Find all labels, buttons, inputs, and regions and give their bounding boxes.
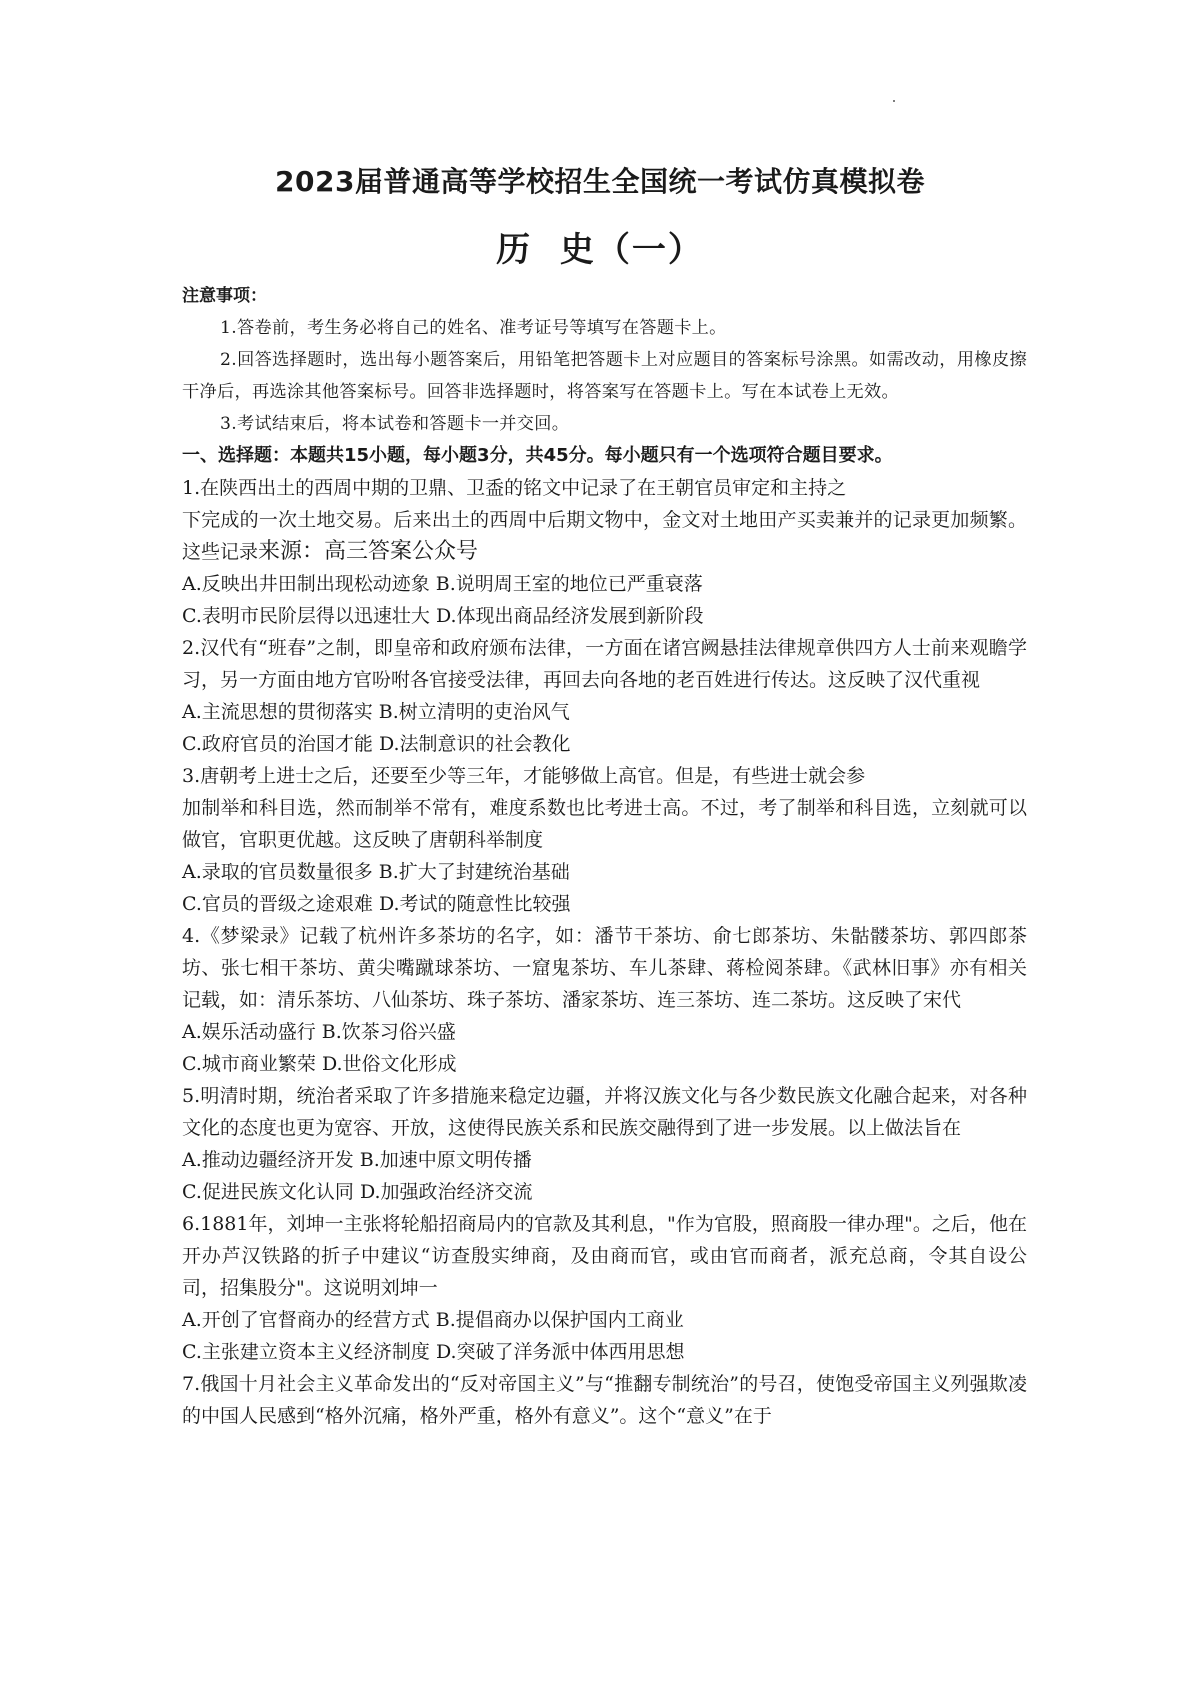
question-stem: 6.1881年，刘坤一主张将轮船招商局内的官款及其利息，"作为官股，照商股一律办理"。之后，他在开办芦汉铁路的折子中建议“访查殷实绅商，及由商而官，或由官而商者，派充总商，令其自设公司，招集股分"。这说明刘坤一 xyxy=(182,1213,1027,1299)
options-line-1: A.反映出井田制出现松动迹象 B.说明周王室的地位已严重衰落 xyxy=(182,573,703,595)
question-3 xyxy=(182,760,1027,920)
question-4 xyxy=(182,920,1027,1080)
options-line-1: A.推动边疆经济开发 B.加速中原文明传播 xyxy=(182,1149,532,1171)
question-2 xyxy=(182,632,1027,760)
exam-content xyxy=(182,280,1027,1432)
notice-item-2: 2.回答选择题时，选出每小题答案后，用铅笔把答题卡上对应题目的答案标号涂黑。如需改动，用橡皮擦干净后，再选涂其他答案标号。回答非选择题时，将答案写在答题卡上。写在本试卷上无效。 xyxy=(182,350,1027,402)
question-stem-line: 1.在陕西出土的西周中期的卫鼎、卫盉的铭文中记录了在王朝官员审定和主持之 xyxy=(182,477,847,499)
question-1 xyxy=(182,472,1027,632)
question-stem: 5.明清时期，统治者采取了许多措施来稳定边疆，并将汉族文化与各少数民族文化融合起来，对各种文化的态度也更为宽容、开放，这使得民族关系和民族交融得到了进一步发展。以上做法旨在 xyxy=(182,1085,1027,1139)
subject-title: 历 史（一） xyxy=(496,230,704,270)
options-line-2: C.主张建立资本主义经济制度 D.突破了洋务派中体西用思想 xyxy=(182,1341,685,1363)
source-note: 来源：高三答案公众号 xyxy=(258,539,479,564)
notice-heading: 注意事项： xyxy=(182,286,267,306)
notice-item-3: 3.考试结束后，将本试卷和答题卡一并交回。 xyxy=(220,414,570,434)
question-stem: 7.俄国十月社会主义革命发出的“反对帝国主义”与“推翻专制统治”的号召，使饱受帝国主义列强欺凌的中国人民感到“格外沉痛，格外严重，格外有意义”。这个“意义”在于 xyxy=(182,1373,1027,1427)
options-line-2: C.官员的晋级之途艰难 D.考试的随意性比较强 xyxy=(182,893,571,915)
question-6 xyxy=(182,1208,1027,1368)
options-line-2: C.城市商业繁荣 D.世俗文化形成 xyxy=(182,1053,457,1075)
question-stem-line: 3.唐朝考上进士之后，还要至少等三年，才能够做上高官。但是，有些进士就会参 xyxy=(182,765,866,787)
question-stem xyxy=(182,504,1027,568)
scan-speck xyxy=(893,100,895,102)
question-5 xyxy=(182,1080,1027,1208)
question-7 xyxy=(182,1368,1027,1432)
options-line-1: A.娱乐活动盛行 B.饮茶习俗兴盛 xyxy=(182,1021,456,1043)
question-stem: 4.《梦梁录》记载了杭州许多茶坊的名字，如：潘节干茶坊、俞七郎茶坊、朱骷髅茶坊、郭四郎茶坊、张七相干茶坊、黄尖嘴蹴球茶坊、一窟鬼茶坊、车儿茶肆、蒋检阅茶肆。《武林旧事》亦有相关记载，如：清乐茶坊、八仙茶坊、珠子茶坊、潘家茶坊、连三茶坊、连二茶坊。这反映了宋代 xyxy=(182,925,1027,1011)
options-line-1: A.开创了官督商办的经营方式 B.提倡商办以保护国内工商业 xyxy=(182,1309,684,1331)
exam-title: 2023届普通高等学校招生全国统一考试仿真模拟卷 xyxy=(275,165,925,198)
question-stem: 2.汉代有“班春”之制，即皇帝和政府颁布法律，一方面在诸宫阙悬挂法律规章供四方人士前来观瞻学习，另一方面由地方官吩咐各官接受法律，再回去向各地的老百姓进行传达。这反映了汉代重视 xyxy=(182,637,1027,691)
options-line-2: C.政府官员的治国才能 D.法制意识的社会教化 xyxy=(182,733,571,755)
question-stem-rest: 下完成的一次土地交易。后来出土的西周中后期文物中，金文对土地田产买卖兼并的记录更加频繁。这些记录 xyxy=(182,509,1027,563)
options-line-1: A.录取的官员数量很多 B.扩大了封建统治基础 xyxy=(182,861,570,883)
question-stem-rest: 加制举和科目选，然而制举不常有，难度系数也比考进士高。不过，考了制举和科目选，立刻就可以做官，官职更优越。这反映了唐朝科举制度 xyxy=(182,797,1027,851)
notice-item-1: 1.答卷前，考生务必将自己的姓名、准考证号等填写在答题卡上。 xyxy=(220,318,727,338)
options-line-1: A.主流思想的贯彻落实 B.树立清明的吏治风气 xyxy=(182,701,570,723)
options-line-2: C.表明市民阶层得以迅速壮大 D.体现出商品经济发展到新阶段 xyxy=(182,605,704,627)
options-line-2: C.促进民族文化认同 D.加强政治经济交流 xyxy=(182,1181,533,1203)
section-heading: 一、选择题：本题共15小题，每小题3分，共45分。每小题只有一个选项符合题目要求。 xyxy=(182,445,893,466)
